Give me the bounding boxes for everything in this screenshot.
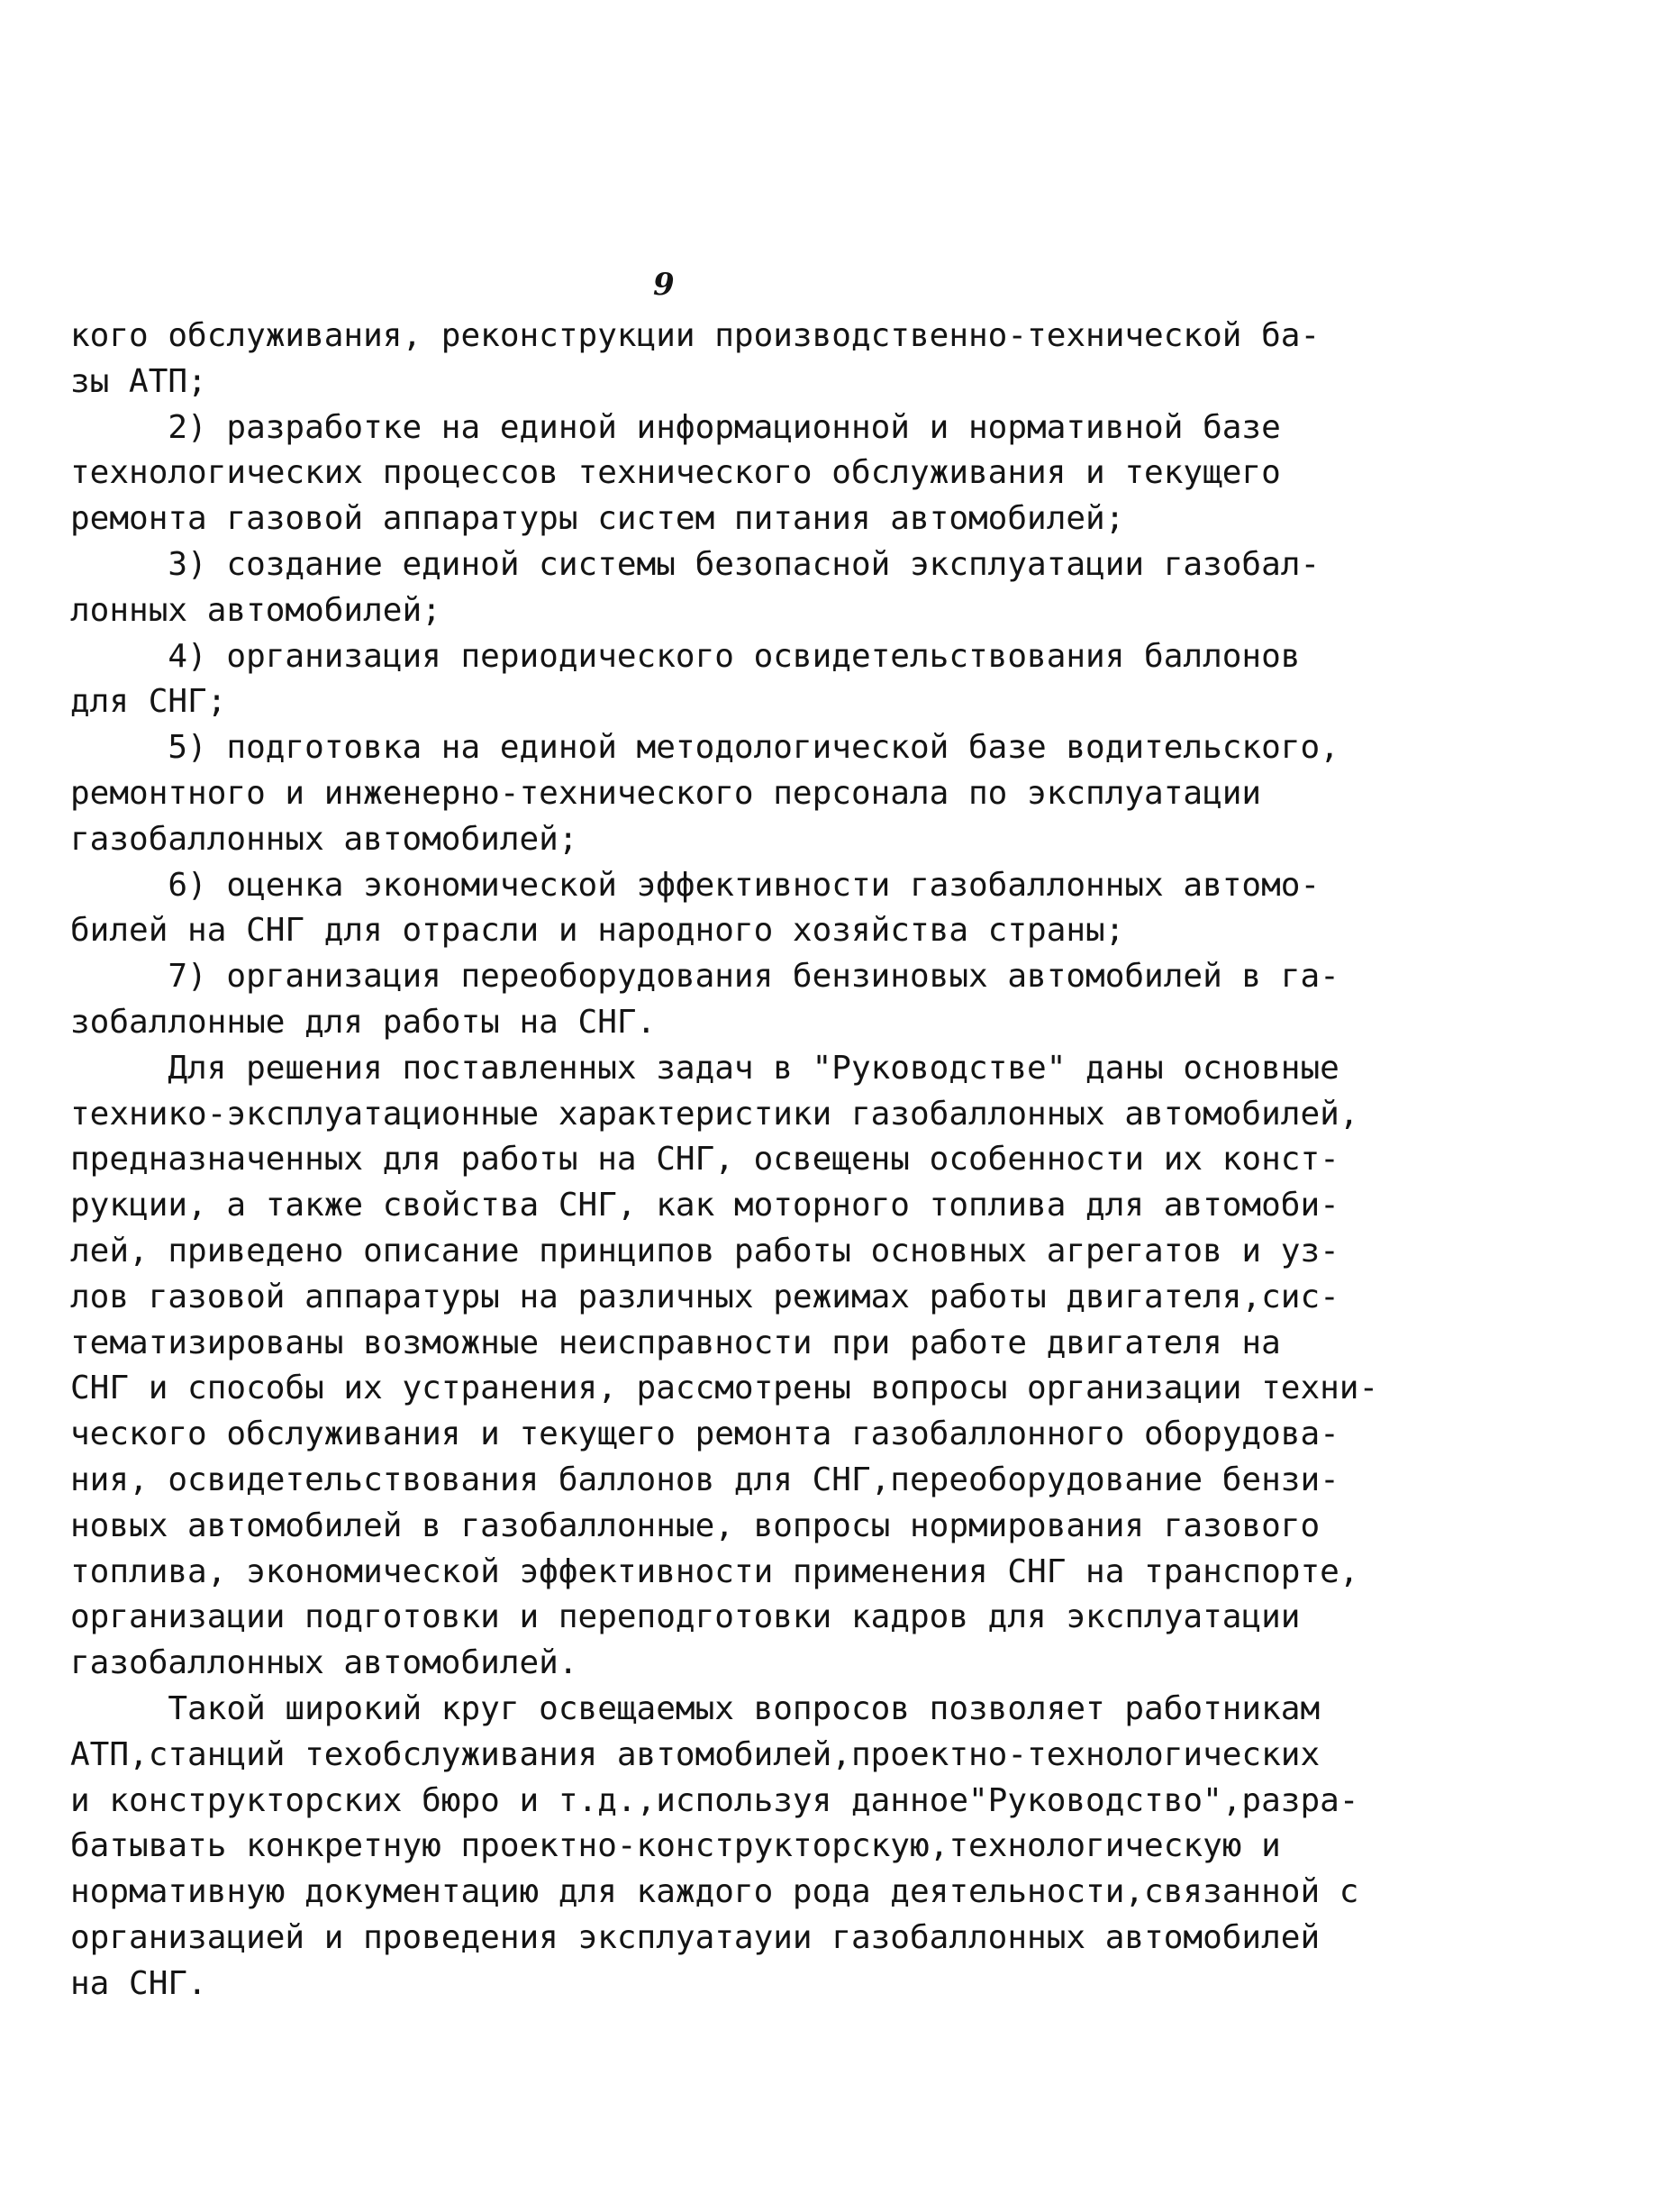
text-line: предназначенных для работы на СНГ, освещены особенности их конст- — [70, 1141, 1339, 1179]
text-line: Для решения поставленных задач в "Руководстве" даны основные — [70, 1049, 1339, 1087]
page-number: 9 — [653, 267, 675, 303]
text-line: газобаллонных автомобилей. — [70, 1644, 578, 1682]
text-line: кого обслуживания, реконструкции производственно-технической ба- — [70, 317, 1321, 354]
text-line: лов газовой аппаратуры на различных режимах работы двигателя,сис- — [70, 1278, 1339, 1315]
text-line: 5) подготовка на единой методологической базе водительского, — [70, 729, 1339, 767]
text-line: батывать конкретную проектно-конструкторскую,технологическую и — [70, 1827, 1281, 1865]
text-line: газобаллонных автомобилей; — [70, 820, 578, 858]
text-line: СНГ и способы их устранения, рассмотрены вопросы организации техни- — [70, 1370, 1379, 1407]
text-line: ремонтного и инженерно-технического персонала по эксплуатации — [70, 774, 1262, 812]
body-text — [70, 314, 1638, 2007]
text-line: и конструкторских бюро и т.д.,используя данное"Руководство",разра- — [70, 1781, 1359, 1819]
text-line: АТП,станций техобслуживания автомобилей,проектно-технологических — [70, 1735, 1321, 1773]
text-line: новых автомобилей в газобаллонные, вопросы нормирования газового — [70, 1507, 1321, 1544]
text-line: для СНГ; — [70, 683, 227, 721]
text-line: ния, освидетельствования баллонов для СНГ,переоборудование бензи- — [70, 1461, 1339, 1498]
text-line: технико-эксплуатационные характеристики газобаллонных автомобилей, — [70, 1095, 1359, 1133]
text-line: рукции, а также свойства СНГ, как моторного топлива для автомоби- — [70, 1187, 1339, 1224]
text-line: тематизированы возможные неисправности при работе двигателя на — [70, 1324, 1281, 1361]
text-line: нормативную документацию для каждого рода деятельности,связанной с — [70, 1873, 1359, 1911]
text-line: лей, приведено описание принципов работы основных агрегатов и уз- — [70, 1232, 1339, 1270]
text-line: 7) организация переоборудования бензиновых автомобилей в га- — [70, 958, 1339, 996]
text-line: зы АТП; — [70, 362, 207, 400]
text-line: топлива, экономической эффективности применения СНГ на транспорте, — [70, 1552, 1359, 1590]
text-line: Такой широкий круг освещаемых вопросов позволяет работникам — [70, 1689, 1321, 1727]
text-line: технологических процессов технического обслуживания и текущего — [70, 454, 1281, 492]
text-line: ремонта газовой аппаратуры систем питания автомобилей; — [70, 500, 1125, 538]
text-line: зобаллонные для работы на СНГ. — [70, 1003, 657, 1041]
text-line: организацией и проведения эксплуатауии газобаллонных автомобилей — [70, 1918, 1321, 1956]
text-line: 4) организация периодического освидетельствования баллонов — [70, 637, 1301, 675]
text-line: 2) разработке на единой информационной и нормативной базе — [70, 408, 1281, 446]
text-line: билей на СНГ для отрасли и народного хозяйства страны; — [70, 912, 1125, 950]
text-line: лонных автомобилей; — [70, 591, 441, 629]
text-line: 3) создание единой системы безопасной эксплуатации газобал- — [70, 545, 1321, 583]
text-line: на СНГ. — [70, 1964, 207, 2002]
text-line: организации подготовки и переподготовки кадров для эксплуатации — [70, 1598, 1301, 1636]
text-line: 6) оценка экономической эффективности газобаллонных автомо- — [70, 866, 1321, 904]
text-line: ческого обслуживания и текущего ремонта газобаллонного оборудова- — [70, 1415, 1339, 1453]
